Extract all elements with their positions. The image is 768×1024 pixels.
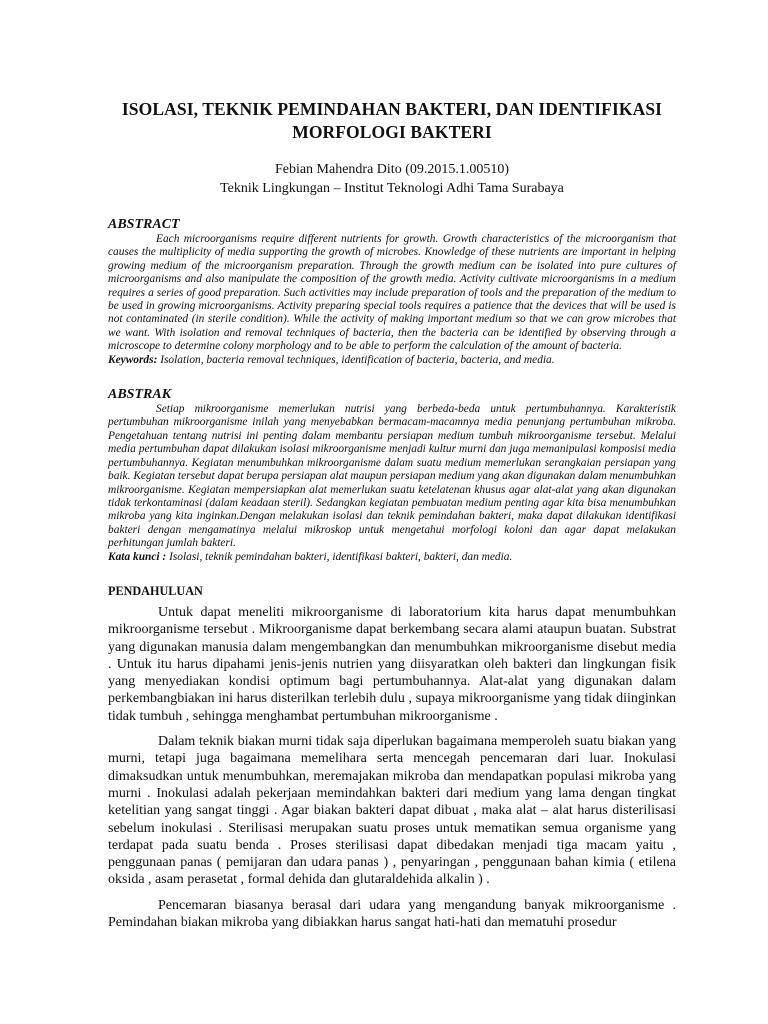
abstrak-section: [108, 387, 676, 564]
body-paragraph: Pencemaran biasanya berasal dari udara yang mengandung banyak mikroorganisme . Pemindahan biakan mikroba yang dibiakkan harus sangat hati-hati dan mematuhi prosedur: [108, 897, 676, 930]
pendahuluan-heading: PENDAHULUAN: [108, 583, 203, 598]
abstrak-text: Setiap mikroorganisme memerlukan nutrisi yang berbeda-beda untuk pertumbuhannya. Karakteristik pertumbuhan mikroorganisme inilah yang menyebabkan bermacam-macamnya media penunjang pertumbuhan mikroba. Pengetahuan tentang nutrisi ini penting dalam membantu persiapan medium tumbuh mikroorganisme tersebut. Melalui media pertumbuhan dapat dilakukan isolasi mikroorganisme menjadi kultur murni dan juga memanipulasi komposisi media pertumbuhannya. Kegiatan menumbuhkan mikroorganisme dalam suatu medium memerlukan serangkaian persiapan yang baik. Kegiatan tersebut dapat berupa persiapan alat maupun persiapan medium yang akan digunakan dalam menumbuhkan mikroorganisme. Kegiatan mempersiapkan alat memerlukan suatu ketelatenan khusus agar alat-alat yang akan digunakan tidak terkontaminasi (dalam keadaan steril). Sedangkan kegiatan pembuatan medium penting agar kita bisa menumbuhkan mikroba yang kita inginkan.Dengan melakukan isolasi dan teknik pemindahan bakteri, maka dapat dilakukan identifikasi bakteri dengan mengamatinya melalui mikroskop untuk mengetahui morfologi koloni dan agar dapat melakukan perhitungan jumlah bakteri.: [108, 403, 676, 550]
keywords-text: Isolation, bacteria removal techniques, identification of bacteria, bacteria, and media.: [157, 353, 555, 366]
affiliation-line: Teknik Lingkungan – Institut Teknologi Adhi Tama Surabaya: [220, 181, 564, 196]
paper-title: ISOLASI, TEKNIK PEMINDAHAN BAKTERI, DAN IDENTIFIKASI MORFOLOGI BAKTERI: [121, 99, 663, 142]
abstrak-keywords: [108, 551, 676, 564]
abstract-heading: ABSTRACT: [108, 217, 180, 232]
paper-page: [108, 98, 676, 939]
kata-kunci-text: Isolasi, teknik pemindahan bakteri, identifikasi bakteri, bakteri, dan media.: [166, 550, 513, 563]
abstract-text: Each microorganisms require different nutrients for growth. Growth characteristics of the microorganism that causes the multiplicity of media supporting the growth of microbes. Knowledge of these nutrients are important in helping growing medium of the microorganism preparation. Through the growth medium can be isolated into pure cultures of microorganisms and also manipulate the composition of the growth media. Activity cultivate microorganisms in a medium requires a series of good preparation. Such activities may include preparation of tools and the preparation of the medium to be used in growing microorganisms. Activity preparing special tools requires a patience that the devices that will be used is not contaminated (in sterile condition). While the activity of making important medium so that we can grow microbes that we want. With isolation and removal techniques of bacteria, then the bacteria can be identified by observing through a microscope to determine colony morphology and to be able to perform the calculation of the amount of bacteria.: [108, 233, 676, 353]
abstract-section: [108, 217, 676, 367]
pendahuluan-section: [108, 584, 676, 931]
body-paragraph: Dalam teknik biakan murni tidak saja diperlukan bagaimana memperoleh suatu biakan yang murni, tetapi juga bagaimana memelihara serta mencegah pencemaran dari luar. Inokulasi dimaksudkan untuk menumbuhkan, meremajakan mikroba dan mendapatkan populasi mikroba yang murni . Inokulasi adalah pekerjaan memindahkan bakteri dari medium yang lama dengan tingkat ketelitian yang sangat tinggi . Agar biakan bakteri dapat dibuat , maka alat – alat harus disterilisasi sebelum inokulasi . Sterilisasi merupakan suatu proses untuk mematikan semua organisme yang terdapat pada suatu benda . Proses sterilisasi dapat dibedakan menjadi tiga macam yaitu , penggunaan panas ( pemijaran dan udara panas ) , penyaringan , penggunaan bahan kimia ( etilena oksida , asam perasetat , formal dehida dan glutaraldehida alkalin ) .: [108, 734, 676, 888]
body-paragraph: Untuk dapat meneliti mikroorganisme di laboratorium kita harus dapat menumbuhkan mikroorganisme tersebut . Mikroorganisme dapat berkembang secara alami ataupun buatan. Substrat yang digunakan manusia dalam mengembangkan dan menumbuhkan mikroorganisme disebut media . Untuk itu harus dipahami jenis-jenis nutrien yang diisyaratkan oleh bakteri dan lingkungan fisik yang menyediakan kondisi optimum bagi pertumbuhannya. Alat-alat yang digunakan dalam perkembangbiakan ini harus disterilkan terlebih dulu , supaya mikroorganisme yang tidak diinginkan tidak tumbuh , sehingga menghambat pertumbuhan mikroorganisme .: [108, 604, 676, 724]
author-line: Febian Mahendra Dito (09.2015.1.00510): [274, 162, 510, 177]
abstrak-heading: ABSTRAK: [108, 387, 172, 403]
abstract-keywords: [108, 354, 676, 367]
keywords-label: Keywords:: [108, 353, 158, 366]
kata-kunci-label: Kata kunci :: [108, 550, 167, 563]
